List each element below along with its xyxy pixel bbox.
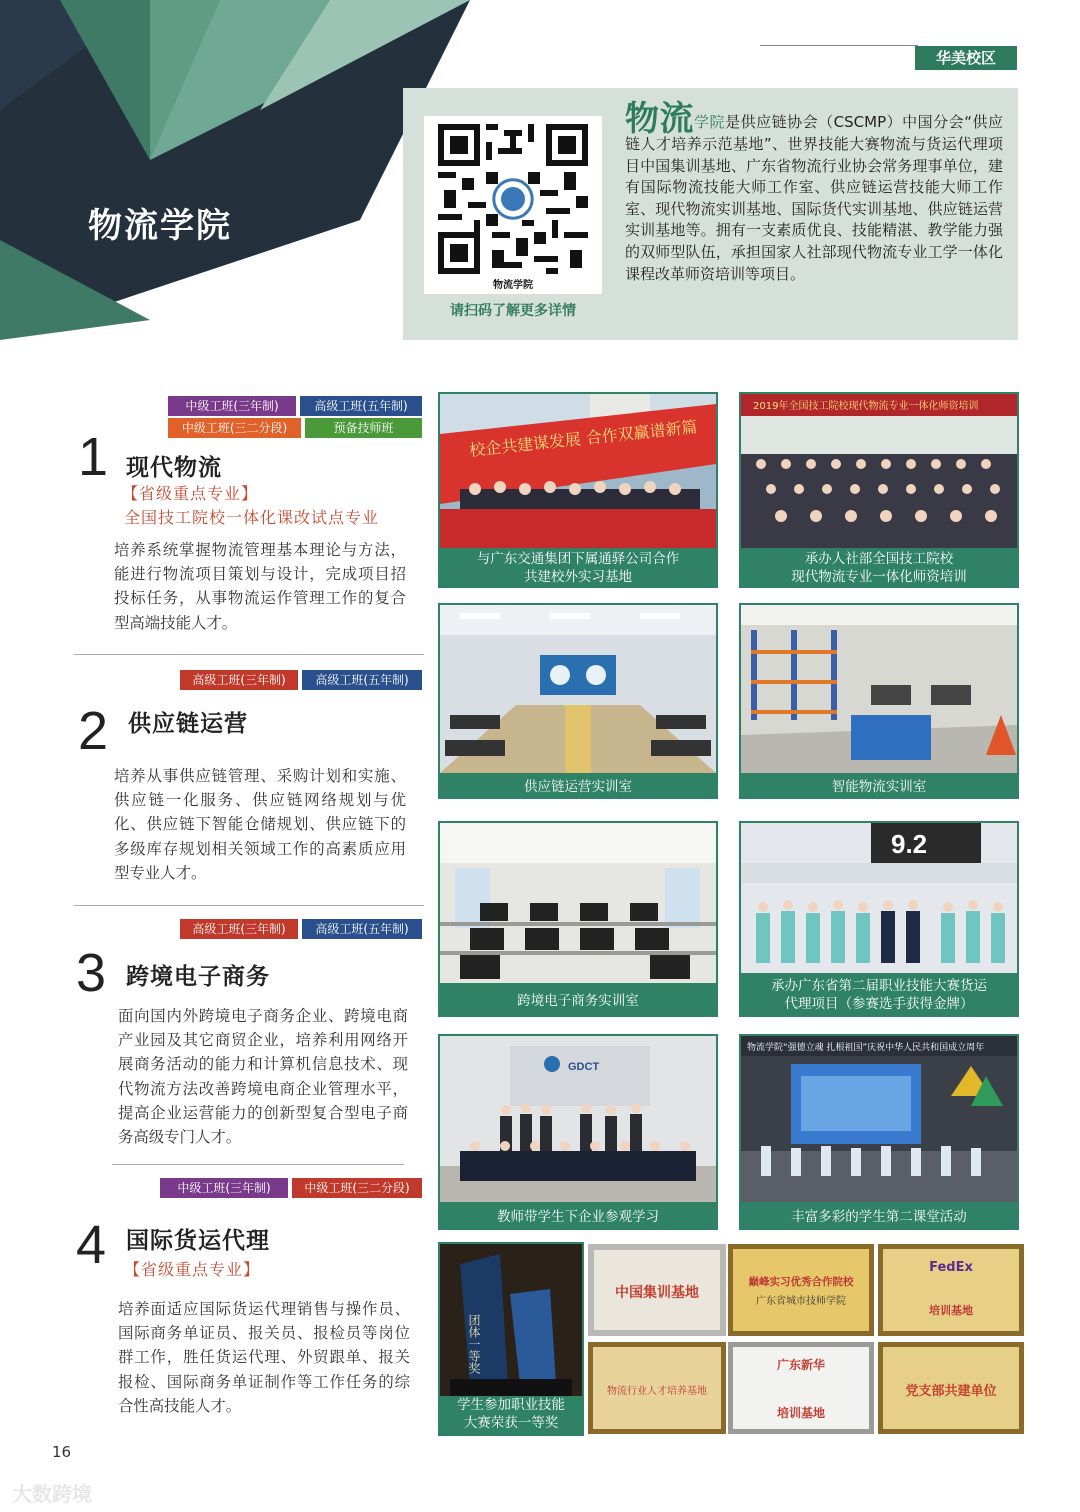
intro-name-suffix: 学院: [694, 113, 726, 131]
photo-caption-line-1: 承办人社部全国技工院校: [804, 551, 954, 567]
photo-image: [440, 605, 716, 773]
major-1-subtitle: 全国技工院校一体化课改试点专业: [124, 508, 380, 527]
photo-card: [739, 603, 1019, 799]
award-plaque: [878, 1342, 1024, 1434]
photo-image: [741, 823, 1017, 973]
plaque-title: 广东新华: [776, 1358, 825, 1372]
major-1-number: 1: [78, 427, 109, 487]
divider: [74, 654, 424, 655]
photo-card: [438, 392, 718, 588]
award-plaque: [728, 1244, 874, 1336]
photo-caption: [739, 550, 1019, 588]
page-title: 物流学院: [88, 206, 232, 246]
photo-caption: 教师带学生下企业参观学习: [497, 1209, 659, 1225]
photo-card: [438, 1034, 718, 1230]
qr-caption: 物流学院: [493, 280, 533, 291]
major-4-tag-1: 中级工班(三年制): [160, 1178, 288, 1198]
banner-text: 校企共建谋发展 合作双赢谱新篇: [468, 417, 699, 460]
major-1-tag-2: 高级工班(五年制): [300, 396, 422, 416]
major-2-description: 培养从事供应链管理、采购计划和实施、供应链一化服务、供应链网络规划与优化、供应链下智能仓储规划、供应链下的多级库存规划相关领域工作的高素质应用型专业人才。: [114, 767, 406, 882]
plaque-subtitle: 培训基地: [929, 1304, 973, 1317]
scan-hint: 请扫码了解更多详情: [450, 303, 576, 319]
major-1-tag-1: 中级工班(三年制): [168, 396, 296, 416]
photo-caption-line-2: 共建校外实习基地: [524, 569, 632, 585]
award-plaque: [878, 1244, 1024, 1336]
major-1-tag-3: 中级工班(三二分段): [168, 418, 301, 438]
major-2-tag-2: 高级工班(五年制): [302, 670, 422, 690]
photo-card: [739, 392, 1019, 588]
page-number: 16: [52, 1443, 72, 1461]
major-1-badge: 【省级重点专业】: [122, 484, 259, 503]
major-4-badge: 【省级重点专业】: [124, 1260, 261, 1279]
major-4-name: 国际货运代理: [126, 1228, 270, 1254]
banner-text: 2019年全国技工院校现代物流专业一体化师资培训: [753, 401, 979, 412]
major-2-tag-1: 高级工班(三年制): [180, 670, 298, 690]
major-3-tag-1: 高级工班(三年制): [180, 919, 298, 939]
trophy-image: [440, 1244, 582, 1396]
plaque-subtitle: 培训基地: [776, 1406, 825, 1420]
photo-image: [741, 394, 1017, 548]
photo-caption-line-1: 与广东交通集团下属通驿公司合作: [476, 551, 680, 567]
qr-code-icon[interactable]: [438, 124, 588, 274]
photo-card: [438, 603, 718, 799]
major-2-number: 2: [78, 701, 109, 761]
trophy-caption: [438, 1396, 584, 1436]
sign-text: GDCT: [568, 1061, 600, 1073]
divider: [112, 1164, 404, 1165]
major-3-number: 3: [76, 943, 107, 1003]
photo-card: [438, 821, 718, 1017]
plaque-title: 党支部共建单位: [905, 1384, 997, 1399]
divider: [74, 905, 424, 906]
photo-image: [741, 1036, 1017, 1202]
major-1-tag-4: 预备技师班: [305, 418, 422, 438]
campus-divider: [760, 45, 918, 46]
photo-caption: 跨境电子商务实训室: [517, 993, 639, 1009]
trophy-text: 团体一等奖: [467, 1314, 481, 1374]
award-plaque: [588, 1244, 726, 1336]
photo-caption: 供应链运营实训室: [524, 779, 632, 795]
trophy-caption-line-2: 大赛荣获一等奖: [463, 1415, 559, 1431]
photo-caption: [739, 977, 1019, 1017]
photo-card: [739, 821, 1019, 1017]
photo-image: [440, 1036, 716, 1202]
photo-caption-line-2: 代理项目（参赛选手获得金牌）: [784, 996, 974, 1012]
major-1-description: 培养系统掌握物流管理基本理论与方法，能进行物流项目策划与设计，完成项目招投标任务，从事物流运作管理工作的复合型高端技能人才。: [114, 541, 406, 632]
trophy-caption-line-1: 学生参加职业技能: [457, 1397, 565, 1413]
photo-card: [739, 1034, 1019, 1230]
campus-tag: 华美校区: [915, 46, 1017, 70]
photo-caption-line-2: 现代物流专业一体化师资培训: [791, 569, 967, 585]
banner-text: 物流学院“强德立魂 扎根祖国”庆祝中华人民共和国成立周年: [747, 1043, 985, 1053]
photo-image: [440, 394, 716, 548]
plaque-title: FedEx: [929, 1260, 973, 1275]
major-4-number: 4: [76, 1215, 107, 1275]
photo-image: [440, 823, 716, 983]
major-2-name: 供应链运营: [128, 711, 248, 737]
plaque-title: 物流行业人才培养基地: [607, 1386, 707, 1397]
major-4-tag-2: 中级工班(三二分段): [292, 1178, 422, 1198]
photo-image: [741, 605, 1017, 773]
photo-caption: [438, 550, 718, 588]
watermark: 大数跨境: [12, 1482, 92, 1506]
major-1-name: 现代物流: [126, 455, 222, 481]
qr-card[interactable]: [424, 116, 602, 294]
plaque-subtitle: 广东省城市技师学院: [756, 1296, 846, 1307]
photo-caption: 智能物流实训室: [831, 779, 927, 795]
intro-text: [625, 99, 1003, 285]
photo-caption-line-1: 承办广东省第二届职业技能大赛货运: [771, 978, 987, 994]
major-4-description: 培养面适应国际货运代理销售与操作员、国际商务单证员、报关员、报检员等岗位群工作，胜任货运代理、外贸跟单、报关报检、国际商务单证制作等工作任务的综合性高技能人才。: [118, 1300, 410, 1415]
award-plaque: [588, 1342, 726, 1434]
plaque-title: 中国集训基地: [615, 1285, 699, 1301]
intro-body: 是供应链协会（CSCMP）中国分会“供应链人才培养示范基地”、世界技能大赛物流与货运代理项目中国集训基地、广东省物流行业协会常务理事单位，建有国际物流技能大师工作室、供应链运营技能大师工作室、现代物流实训基地、国际货代实训基地、供应链运营实训基地等。拥有一支素质优良、技能精湛、教学能力强的双师型队伍，承担国家人社部现代物流专业工学一体化课程改革师资培训等项目。: [625, 113, 1003, 283]
major-3-name: 跨境电子商务: [126, 964, 270, 990]
major-3-tag-2: 高级工班(五年制): [302, 919, 422, 939]
trophy-card: [438, 1242, 584, 1436]
screen-text: 9.2: [891, 829, 928, 859]
major-3-description: 面向国内外跨境电子商务企业、跨境电商产业园及其它商贸企业，培养利用网络开展商务活动的能力和计算机信息技术、现代物流方法改善跨境电商企业管理水平，提高企业运营能力的创新型复合型电子商务高级专门人才。: [118, 1007, 408, 1147]
photo-caption: 丰富多彩的学生第二课堂活动: [791, 1209, 967, 1225]
plaque-title: 巅峰实习优秀合作院校: [748, 1276, 854, 1288]
intro-name: 物流: [625, 99, 695, 139]
award-plaque: [728, 1342, 874, 1434]
